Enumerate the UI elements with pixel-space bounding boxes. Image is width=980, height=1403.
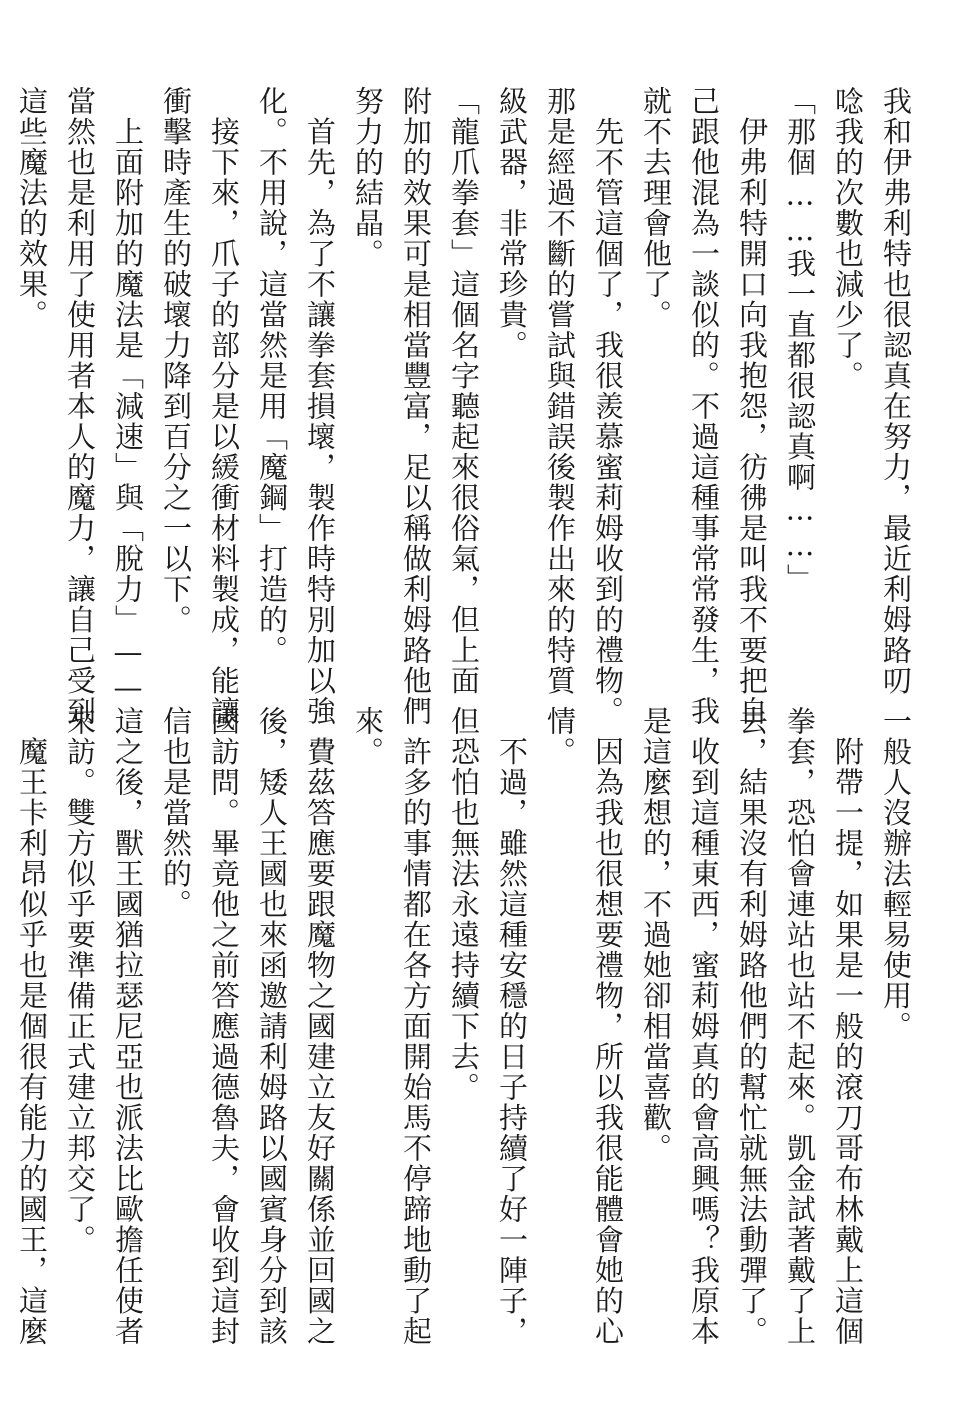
text-line: 許多的事情都在各方面開始馬不停蹄地動了起 (399, 706, 433, 1347)
text-line: 魔王卡利昂似乎也是個很有能力的國王，這麼 (15, 706, 49, 1347)
text-line: 己跟他混為一談似的。不過這種事常常發生，我 (687, 86, 721, 727)
text-line: 上面附加的魔法是「減速」與「脫力」——這 (111, 86, 145, 737)
text-line: 收到這種東西，蜜莉姆真的會高興嗎？我原本 (687, 706, 721, 1347)
text-line: 首先，為了不讓拳套損壞，製作時特別加以強 (303, 86, 337, 727)
text-line (0, 706, 8, 1346)
text-line: 接下來，爪子的部分是以緩衝材料製成，能讓 (207, 86, 241, 727)
text-line: 信也是當然的。 (159, 706, 193, 920)
text-line: 「龍爪拳套」這個名字聽起來很俗氣，但上面 (447, 86, 481, 696)
text-line: 那是經過不斷的嘗試與錯誤後製作出來的特質 (543, 86, 577, 696)
text-line: 努力的結晶。 (351, 86, 385, 269)
text-line: 不過，雖然這種安穩的日子持續了好一陣子， (495, 706, 529, 1347)
text-line: 衝擊時產生的破壞力降到百分之一以下。 (159, 86, 193, 635)
text-line: 級武器，非常珍貴。 (495, 86, 529, 361)
text-line: 後，矮人王國也來函邀請利姆路以國賓身分到該 (255, 706, 289, 1347)
text-line: 但恐怕也無法永遠持續下去。 (447, 706, 481, 1103)
text-line: 一般人沒辦法輕易使用。 (879, 706, 913, 1042)
text-line: 來。 (351, 706, 385, 767)
text-line: 來訪。雙方似乎要準備正式建立邦交了。 (63, 706, 97, 1255)
text-line: 我和伊弗利特也很認真在努力，最近利姆路叨 (879, 86, 913, 696)
text-line: 去，結果沒有利姆路他們的幫忙就無法動彈了。 (735, 706, 769, 1347)
text-line: 就不去理會他了。 (639, 86, 673, 330)
text-line: 是這麼想的，不過她卻相當喜歡。 (639, 706, 673, 1164)
text-line: 拳套，恐怕會連站也站不起來。凱金試著戴了上 (783, 706, 817, 1347)
text-line: 因為我也很想要禮物，所以我很能體會她的心 (591, 706, 625, 1347)
text-line: 「那個……我一直都很認真啊……」 (783, 86, 817, 594)
text-line: 唸我的次數也減少了。 (831, 86, 865, 391)
text-line: 當然也是利用了使用者本人的魔力，讓自己受到 (63, 86, 97, 727)
text-line: 先不管這個了，我很羨慕蜜莉姆收到的禮物。 (591, 86, 625, 727)
upper-text-block (0, 86, 920, 737)
text-line: 化。不用說，這當然是用「魔鋼」打造的。 (255, 86, 289, 666)
text-line (0, 86, 8, 686)
text-line: 附加的效果可是相當豐富，足以稱做利姆路他們 (399, 86, 433, 727)
text-line: 附帶一提，如果是一般的滾刀哥布林戴上這個 (831, 706, 865, 1347)
text-line: 費茲答應要跟魔物之國建立友好關係並回國之 (303, 706, 337, 1347)
text-line: 這些魔法的效果。 (15, 86, 49, 330)
text-line: 之後，獸王國猶拉瑟尼亞也派法比歐擔任使者 (111, 706, 145, 1347)
text-line: 伊弗利特開口向我抱怨，彷彿是叫我不要把自 (735, 86, 769, 727)
text-line: 國訪問。畢竟他之前答應過德魯夫，會收到這封 (207, 706, 241, 1347)
text-line: 情。 (543, 706, 577, 767)
lower-text-block (0, 706, 920, 1346)
